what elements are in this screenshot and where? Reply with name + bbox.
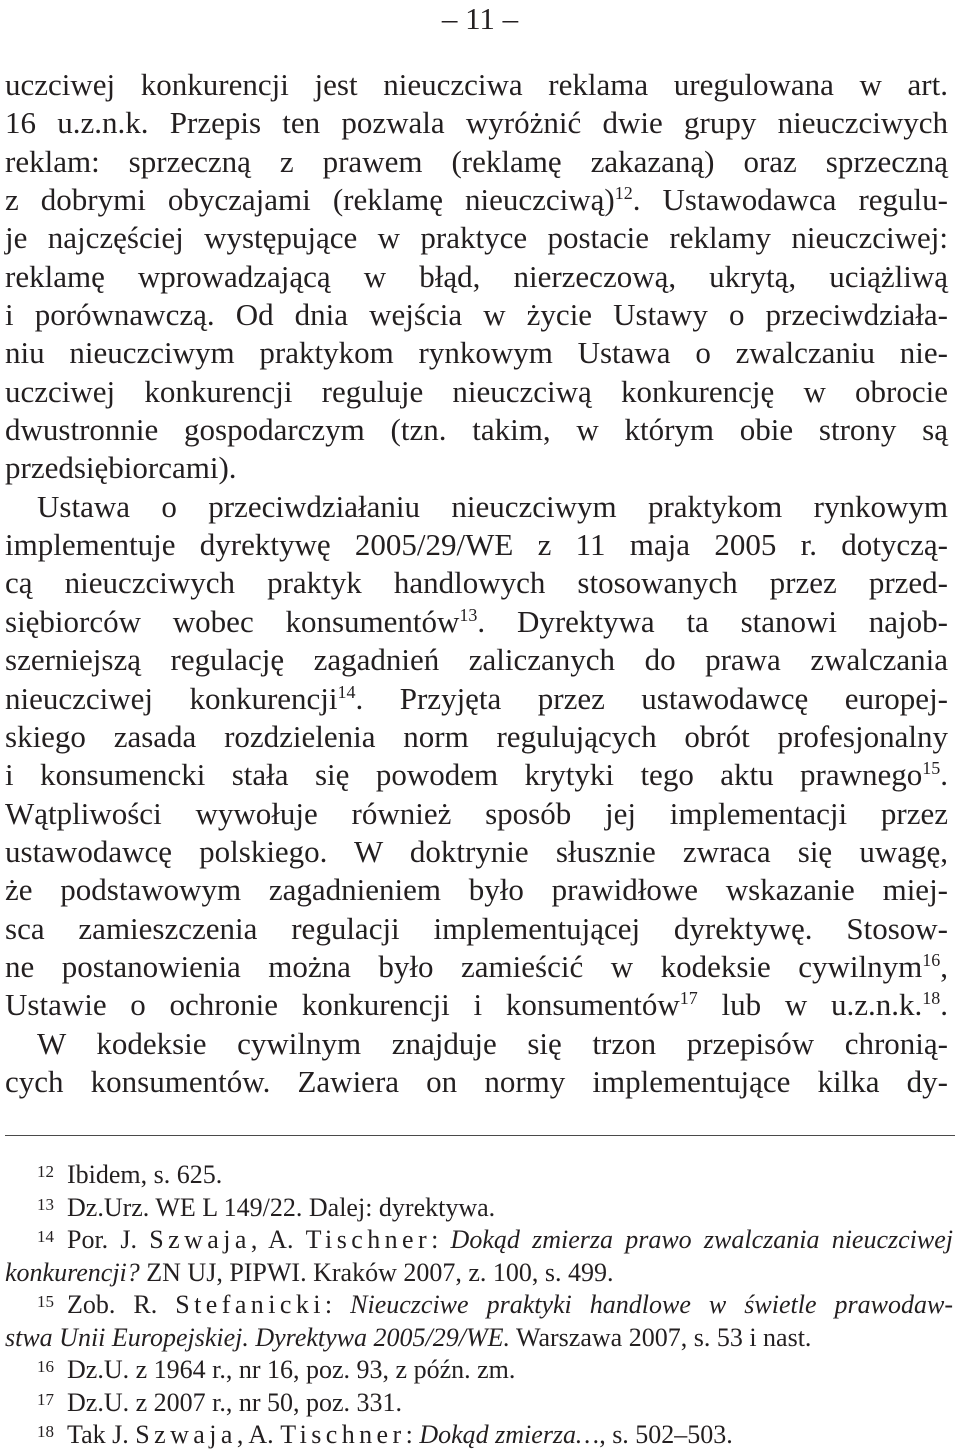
page-number: – 11 – (441, 1, 519, 36)
footnote-number: 17 (37, 1389, 54, 1409)
author-name: Tischner (280, 1420, 406, 1449)
body-line (5, 181, 948, 219)
line-text: uczciwej konkurencji reguluje nieuczciwą konkurencję w obrocie (5, 373, 948, 409)
body-line (5, 526, 948, 564)
body-line (5, 449, 948, 487)
author-name: Szwaja (149, 1225, 251, 1254)
work-title: konkurencji? (5, 1257, 140, 1287)
line-text: Wątpliwości wywołuje również sposób jej implementacji przez (5, 795, 948, 831)
body-line (5, 1063, 948, 1101)
line-text: sca zamieszczenia regulacji implementującej dyrektywę. Stosow- (5, 910, 948, 946)
body-line (5, 564, 948, 602)
footnote-line (5, 1257, 953, 1290)
work-title: Nieuczciwe praktyki handlowe w świetle prawodaw- (350, 1290, 953, 1319)
footnote-text: ZN UJ, PIPWI. Kraków 2007, z. 100, s. 499. (139, 1257, 614, 1287)
footnote-ref: 14 (337, 681, 356, 702)
line-text: lub w u.z.n.k. (697, 987, 923, 1023)
line-text: i porównawczą. Od dnia wejścia w życie Ustawy o przeciwdziała- (5, 297, 948, 333)
footnote-number: 15 (37, 1292, 54, 1311)
line-text: dwustronnie gospodarczym (tzn. takim, w którym obie strony są (5, 412, 948, 448)
line-text: 16 u.z.n.k. Przepis ten pozwala wyróżnić dwie grupy nieuczciwych (5, 105, 948, 141)
footnote-line (5, 1354, 953, 1387)
footnote-number: 18 (37, 1422, 54, 1441)
body-line (5, 986, 948, 1024)
line-text: . (940, 987, 948, 1023)
body-line (5, 603, 948, 641)
line-text: . Przyjęta przez ustawodawcę europej- (355, 680, 949, 716)
footnote-text: , A. (236, 1420, 281, 1449)
footnote-number: 16 (37, 1357, 54, 1376)
line-text: ustawodawcę polskiego. W doktrynie słusznie zwraca się uwagę, (5, 833, 948, 869)
footnote-text: Zob. R. (67, 1290, 176, 1319)
footnote (5, 1159, 953, 1192)
author-name: Stefanicki (175, 1290, 325, 1319)
footnotes (5, 1159, 953, 1452)
footnote-ref: 15 (922, 758, 941, 779)
footnote-number: 13 (37, 1194, 54, 1214)
footnote-line (5, 1289, 953, 1322)
footnote-text: Dz.Urz. WE L 149/22. Dalej: dyrektywa. (67, 1192, 496, 1222)
line-text: z dobrymi obyczajami (reklamę nieuczciwą) (5, 182, 615, 218)
body-line (5, 948, 948, 986)
line-text: że podstawowym zagadnieniem było prawidłowe wskazanie miej- (5, 872, 948, 908)
line-text: . Ustawodawca regulu- (632, 182, 948, 218)
footnote-line (5, 1224, 953, 1257)
line-text: reklam: sprzeczną z prawem (reklamę zakazaną) oraz sprzeczną (5, 143, 948, 179)
body-line (5, 296, 948, 334)
line-text: , (940, 948, 948, 984)
body-line (5, 871, 948, 909)
body-line (5, 833, 948, 871)
line-text: niu nieuczciwym praktykom rynkowym Ustawa o zwalczaniu nie- (5, 335, 948, 371)
footnote (5, 1192, 953, 1225)
footnote-number: 12 (37, 1162, 54, 1181)
footnote-line (5, 1419, 953, 1452)
footnote-line (5, 1192, 953, 1225)
footnote-text: Por. J. (67, 1225, 150, 1254)
line-text: . (940, 757, 948, 793)
footnote-line (5, 1322, 953, 1355)
footnote-text: Dz.U. z 1964 r., nr 16, poz. 93, z późn. zm. (67, 1355, 516, 1384)
body-line (5, 680, 948, 718)
body-line (5, 373, 948, 411)
body-line (5, 411, 948, 449)
work-title: stwa Unii Europejskiej. Dyrektywa 2005/29/WE. (5, 1322, 510, 1352)
line-text: . Dyrektywa ta stanowi najob- (477, 603, 948, 639)
footnote-text: Dz.U. z 2007 r., nr 50, poz. 331. (67, 1387, 403, 1417)
footnote-text: Warszawa 2007, s. 53 i nast. (510, 1322, 812, 1352)
body-line (5, 104, 948, 142)
line-text: i konsumencki stała się powodem krytyki tego aktu prawnego (5, 757, 923, 793)
footnote-text: Tak J. (67, 1420, 136, 1449)
body-line (5, 66, 948, 104)
footnote-number: 14 (37, 1227, 54, 1246)
line-text: cą nieuczciwych praktyk handlowych stosowanych przez przed- (5, 565, 948, 601)
footnote (5, 1224, 953, 1289)
line-text: Ustawa o przeciwdziałaniu nieuczciwym praktykom rynkowym (37, 488, 948, 524)
line-text: nieuczciwej konkurencji (5, 680, 338, 716)
footnote-separator (5, 1135, 955, 1136)
body-line (5, 641, 948, 679)
footnote-ref: 13 (459, 604, 478, 625)
footnote-line (5, 1387, 953, 1420)
footnote (5, 1354, 953, 1387)
line-text: reklamę wprowadzającą w błąd, nierzeczową, ukrytą, uciążliwą (5, 258, 948, 294)
line-text: uczciwej konkurencji jest nieuczciwa reklama uregulowana w art. (5, 67, 948, 102)
line-text: cych konsumentów. Zawiera on normy implementujące kilka dy- (5, 1063, 948, 1099)
footnote (5, 1289, 953, 1354)
footnote-ref: 12 (614, 183, 633, 204)
body-line (5, 718, 948, 756)
body-line (5, 1025, 948, 1063)
line-text: skiego zasada rozdzielenia norm regulujących obrót profesjonalny (5, 718, 948, 754)
footnote-ref: 16 (922, 949, 941, 970)
footnote-ref: 18 (922, 988, 941, 1009)
line-text: implementuje dyrektywę 2005/29/WE z 11 maja 2005 r. dotyczą- (5, 527, 948, 563)
body-line (5, 795, 948, 833)
line-text: W kodeksie cywilnym znajduje się trzon przepisów chronią- (37, 1025, 948, 1061)
footnote (5, 1387, 953, 1420)
body-line (5, 258, 948, 296)
footnote-line (5, 1159, 953, 1192)
line-text: siębiorców wobec konsumentów (5, 603, 460, 639)
work-title: Dokąd zmierza prawo zwalczania nieuczciwej (450, 1225, 953, 1254)
body-line (5, 910, 948, 948)
footnote-ref: 17 (679, 988, 698, 1009)
line-text: Ustawie o ochronie konkurencji i konsumentów (5, 987, 680, 1023)
author-name: Szwaja (135, 1420, 237, 1449)
line-text: przedsiębiorcami). (5, 450, 237, 486)
body-line (5, 488, 948, 526)
body-line (5, 143, 948, 181)
footnote-text: : (324, 1290, 351, 1319)
author-name: Tischner (305, 1225, 432, 1254)
line-text: szerniejszą regulację zagadnień zaliczanych do prawa zwalczania (5, 642, 948, 678)
work-title: Dokąd zmierza… (419, 1420, 600, 1449)
footnote-text: , A. (250, 1225, 306, 1254)
body-line (5, 756, 948, 794)
body-text (5, 66, 948, 1101)
footnote-text: : (405, 1420, 420, 1449)
line-text: ne postanowienia można było zamieścić w kodeksie cywilnym (5, 948, 923, 984)
line-text: je najczęściej występujące w praktyce postacie reklamy nieuczciwej: (5, 220, 948, 256)
footnote-text: : (431, 1225, 451, 1254)
footnote-text: Ibidem, s. 625. (67, 1160, 223, 1189)
footnote (5, 1419, 953, 1452)
footnote-text: , s. 502–503. (599, 1420, 733, 1449)
body-line (5, 219, 948, 257)
body-line (5, 334, 948, 372)
